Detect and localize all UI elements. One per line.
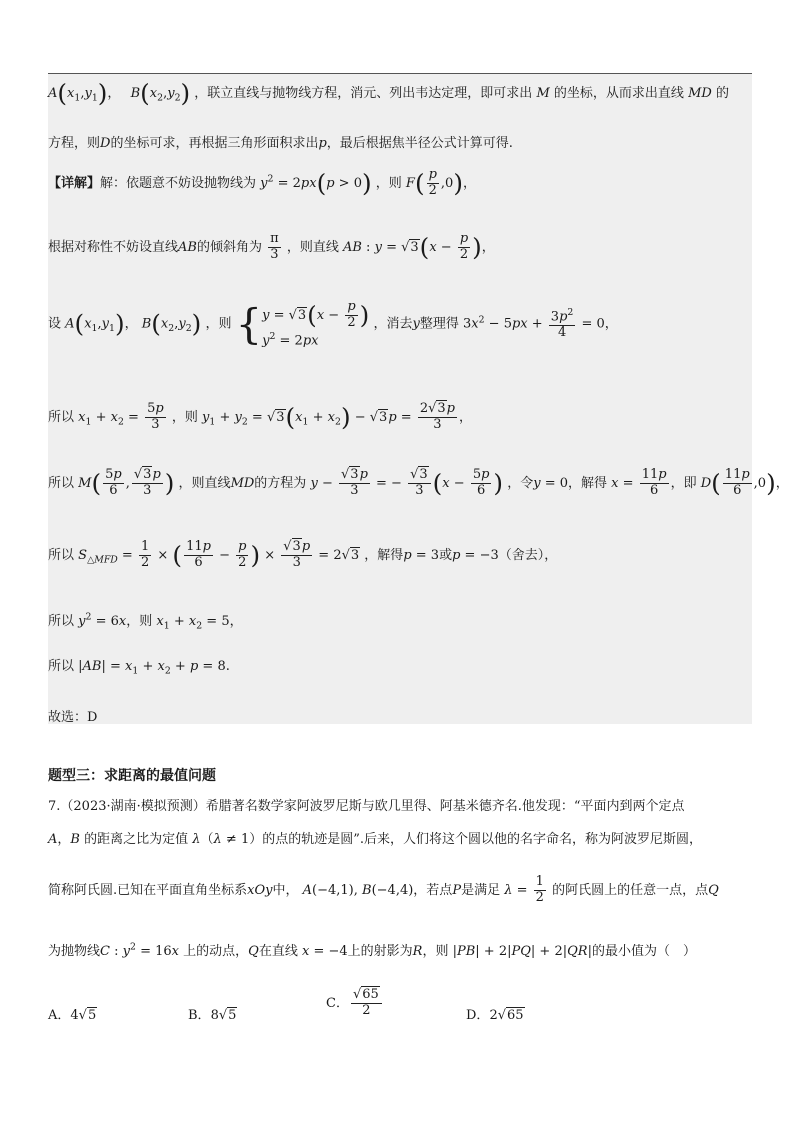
option-d[interactable]: D．2√65 xyxy=(466,1008,524,1023)
solution-parabola-line: 所以 $y^2 = 6x$，则 $x_1 + x_2 = 5$， xyxy=(48,611,243,632)
solution-sum-line: 所以 $x_1 + x_2$ = $\frac{5p}{3}$ ，则 $y_1 + y_2 = √3(x_1 + x_2) - √3p$ = $\frac{2√3p}{3}$ ， xyxy=(48,401,472,432)
solution-area-line: 所以 $S_{\triangle MFD}$ = $\frac{1}{2}$ × ( $\frac{11p}{6}$ − $\frac{p}{2}$ ) × $\frac{√3p}{3}$ = 2√3 ，解得p = 3或p = −3（舍去）， xyxy=(48,539,558,570)
solution-symmetry-line: 根据对称性不妨设直线AB的倾斜角为 $\frac{\pi}{3}$ ，则直线 AB : y = √3(x − $\frac{p}{2}$ )， xyxy=(48,231,495,262)
solution-md-line: 所以 M( $\frac{5p}{6}$ , $\frac{√3p}{3}$ ) ，则直线MD的方程为 y − $\frac{√3p}{3}$ = − $\frac{√3}{3}$ (x − $\frac{5p}{6}$ ) ，令y = 0，解得 x = $\frac{11p}{6}$ ，即 D( $\frac{11p}{6}$ ,0)， xyxy=(48,467,789,498)
solution-line-1: $A(x_1,y_1)$， $B(x_2,y_2)$ ，联立直线与抛物线方程，消元、列出韦达定理，即可求出 M 的坐标，从而求出直线 MD 的 xyxy=(48,78,729,108)
solution-answer: 故选：D xyxy=(48,710,98,725)
solution-detail-line: 【详解】解：依题意不妨设抛物线为 $y^2 = 2px(p > 0)$ ，则 F( $\frac{p}{2}$ ,0)， xyxy=(48,167,476,198)
option-c[interactable]: C． $\frac{√65}{2}$ xyxy=(326,988,384,1019)
option-a[interactable]: A．4√5 xyxy=(48,1008,97,1023)
question-line-2: A，B 的距离之比为定值 λ（λ ≠ 1）的点的轨迹是圆”.后来，人们将这个圆以他的名字命名，称为阿波罗尼斯圆， xyxy=(48,832,702,847)
question-line-1: 7.（2023·湖南·模拟预测）希腊著名数学家阿波罗尼斯与欧几里得、阿基米德齐名.他发现：“平面内到两个定点 xyxy=(48,799,685,814)
section-heading: 题型三：求距离的最值问题 xyxy=(48,768,216,784)
solution-line-2: 方程，则D的坐标可求，再根据三角形面积求出p，最后根据焦半径公式计算可得. xyxy=(48,136,513,151)
solution-ab-line: 所以 $|AB| = x_1 + x_2 + p = 8$. xyxy=(48,659,230,677)
question-line-3: 简称阿氏圆.已知在平面直角坐标系xOy中， A(−4,1), B(−4,4)，若点P是满足 λ = $\frac{1}{2}$ 的阿氏圆上的任意一点，点Q xyxy=(48,874,719,905)
solution-system-line: 设 $A(x_1,y_1)$， $B(x_2,y_2)$ ，则 { y = √3(x − $\frac{p}{2}$ ) $y^2 = 2px$ ，消去y整理得 $3x^2 - 5px$ + $\frac{3p^2}{4}$ = 0， xyxy=(48,299,618,349)
question-line-4: 为抛物线C : $y^2 = 16x$ 上的动点，Q在直线 x = −4上的射影为R，则 |PB| + 2|PQ| + 2|QR|的最小值为（ ） xyxy=(48,941,696,959)
option-b[interactable]: B．8√5 xyxy=(188,1008,237,1023)
